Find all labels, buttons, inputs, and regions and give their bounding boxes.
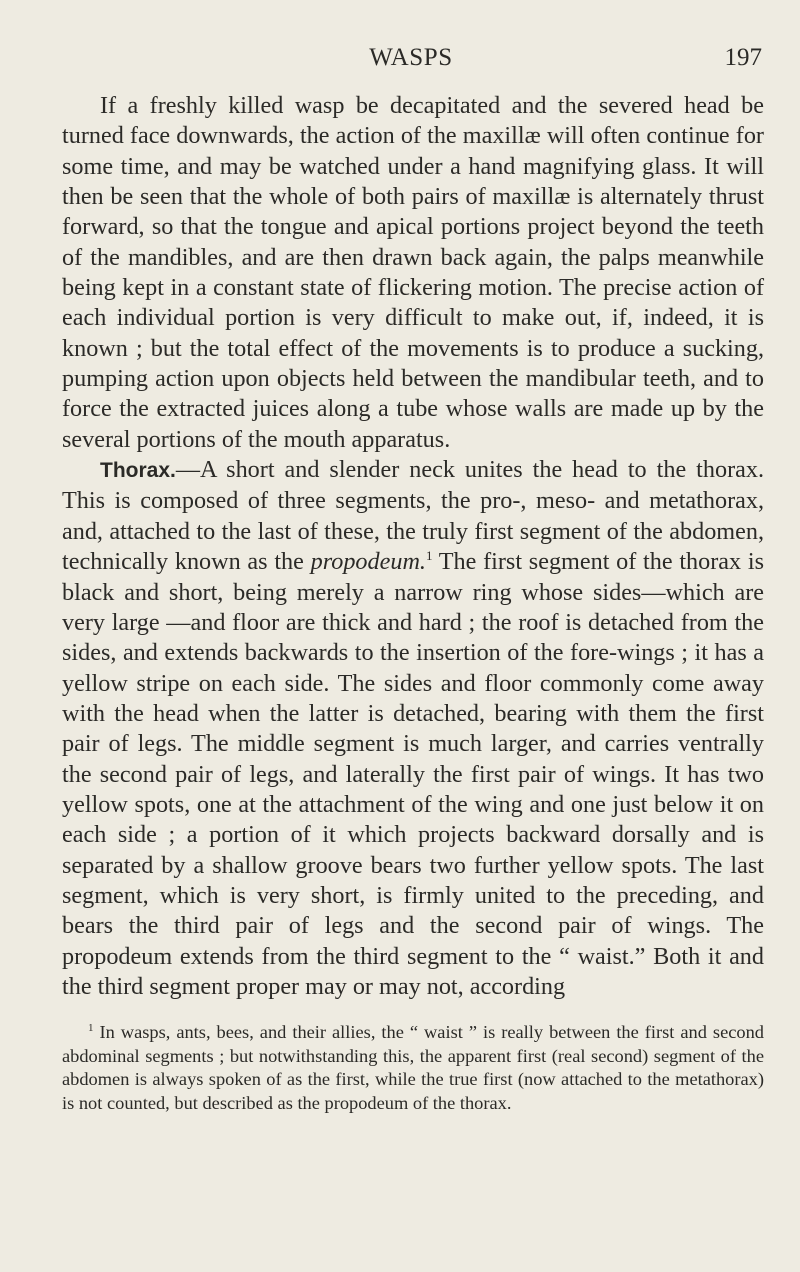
footnote-text: In wasps, ants, bees, and their allies, the “ waist ” is really between the first and second abdominal segments ; but notwithstanding this, the apparent first (real second) segment of the abdomen is always spoken of as the first, while the true first (now attached to the metathorax) is not counted, but described as the propodeum of the thorax. bbox=[62, 1022, 764, 1113]
running-title: WASPS bbox=[369, 44, 453, 71]
body-text bbox=[62, 91, 764, 1002]
footnote bbox=[62, 1021, 764, 1115]
thorax-text-part1: —A short and slender neck unites the head to the thorax. This is composed of three segments, the pro-, meso- and metathorax, and, attached to the last of these, the truly first segment of the abdomen, technically known as the bbox=[62, 456, 764, 576]
footnote-reference[interactable]: 1 bbox=[425, 548, 433, 564]
thorax-text-part2: The first segment of the thorax is black and short, being merely a narrow ring whose sides—which are very large —and floor are thick and hard ; the roof is detached from the sides, and extends backwards to the insertion of the fore-wings ; it has a yellow stripe on each side. The sides and floor commonly come away with the head when the latter is detached, bearing with them the first pair of legs. The middle segment is much larger, and carries ventrally the second pair of legs, and laterally the first pair of wings. It has two yellow spots, one at the attachment of the wing and one just below it on each side ; a portion of it which projects backward dorsally and is separated by a shallow groove bears two further yellow spots. The last segment, which is very short, is firmly united to the preceding, and bears the third pair of legs and the second pair of wings. The propodeum extends from the third segment to the “ waist.” Both it and the third segment proper may or may not, according bbox=[62, 548, 764, 1000]
running-head bbox=[60, 44, 762, 80]
footnote-marker: 1 bbox=[88, 1021, 94, 1034]
section-heading-thorax: Thorax. bbox=[100, 459, 176, 483]
paragraph-maxillae: If a freshly killed wasp be decapitated and the severed head be turned face downwards, the action of the maxillæ will often continue for some time, and may be watched under a hand magnifying glass. It will then be seen that the whole of both pairs of maxillæ is alternately thrust forward, so that the tongue and apical portions project beyond the teeth of the mandibles, and are then drawn back again, the palps meanwhile being kept in a constant state of flickering motion. The precise action of each individual portion is very difficult to make out, if, indeed, it is known ; but the total effect of the movements is to produce a sucking, pumping action upon objects held between the mandibular teeth, and to force the extracted juices along a tube whose walls are made up by the several portions of the mouth apparatus. bbox=[62, 92, 764, 453]
footnote-paragraph bbox=[62, 1021, 764, 1115]
term-propodeum: propodeum. bbox=[310, 548, 426, 576]
paragraph-thorax bbox=[62, 455, 764, 1002]
page-number: 197 bbox=[724, 44, 762, 71]
